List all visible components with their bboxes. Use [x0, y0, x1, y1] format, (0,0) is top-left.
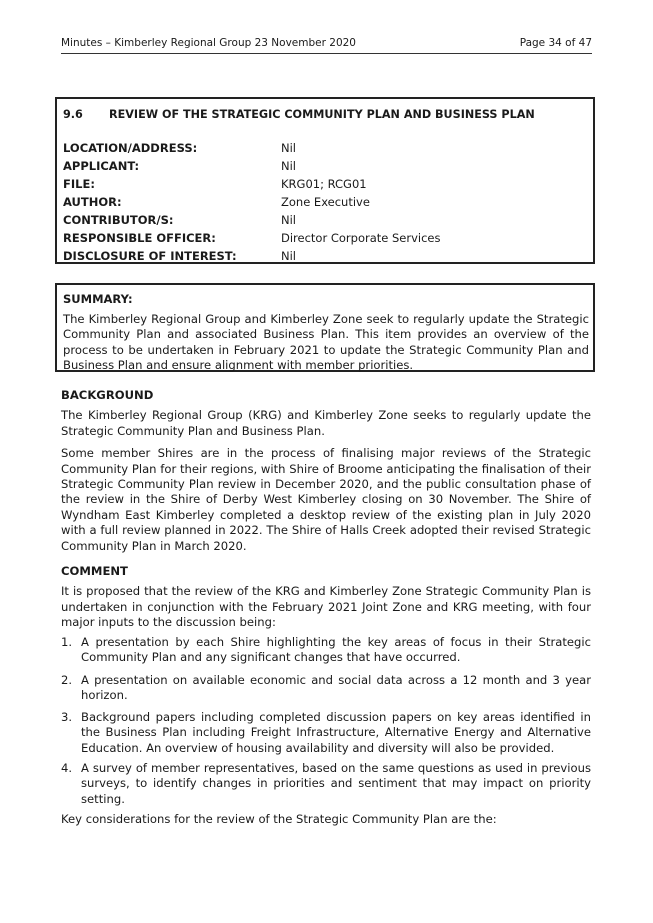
background-paragraph-2: Some member Shires are in the process of finalising major reviews of the Strategic Community Plan for their regions, with Shire of Broome anticipating the finalisation of their Strategic Community Plan review in December 2020, and the public consultation phase of the review in the Shire of Derby West Kimberley closing on 30 November. The Shire of Wyndham East Kimberley completed a desktop review of the existing plan in July 2020 with a full review planned in 2022. The Shire of Halls Creek adopted their revised Strategic Community Plan in March 2020.	[61, 446, 591, 553]
list-item	[61, 761, 591, 807]
field-value: KRG01; RCG01	[281, 177, 367, 191]
header-document-title: Minutes – Kimberley Regional Group 23 November 2020	[61, 37, 356, 49]
field-value: Director Corporate Services	[281, 231, 441, 245]
field-label: LOCATION/ADDRESS:	[63, 141, 198, 155]
summary-text: The Kimberley Regional Group and Kimberley Zone seek to regularly update the Strategic Community Plan and associated Business Plan. This item provides an overview of the process to be undertaken in February 2021 to update the Strategic Community Plan and Business Plan and ensure alignment with member priorities.	[63, 312, 589, 372]
field-value: Nil	[281, 159, 296, 173]
closing-section	[61, 812, 591, 827]
summary-box	[55, 283, 595, 372]
list-text: A presentation on available economic and social data across a 12 month and 3 year horizon.	[81, 673, 591, 703]
closing-paragraph: Key considerations for the review of the Strategic Community Plan are the:	[61, 812, 497, 826]
list-text: A presentation by each Shire highlighting the key areas of focus in their Strategic Community Plan and any significant changes that have occurred.	[81, 635, 591, 665]
field-value: Nil	[281, 249, 296, 263]
summary-heading: SUMMARY:	[63, 292, 133, 306]
comment-heading: COMMENT	[61, 564, 128, 578]
item-number: 9.6	[63, 108, 83, 121]
field-label: AUTHOR:	[63, 195, 122, 209]
field-label: DISCLOSURE OF INTEREST:	[63, 249, 237, 263]
list-item	[61, 635, 591, 666]
field-label: RESPONSIBLE OFFICER:	[63, 231, 216, 245]
item-heading	[63, 108, 535, 121]
item-details-box	[55, 97, 595, 264]
field-value: Zone Executive	[281, 195, 370, 209]
list-item	[61, 710, 591, 756]
list-text: A survey of member representatives, based on the same questions as used in previous surveys, to identify changes in priorities and sentiment that may impact on priority setting.	[81, 761, 591, 806]
comment-paragraph: It is proposed that the review of the KRG and Kimberley Zone Strategic Community Plan is undertaken in conjunction with the February 2021 Joint Zone and KRG meeting, with four major inputs to the discussion being:	[61, 584, 591, 630]
comment-section	[61, 564, 591, 631]
list-number: 2.	[61, 673, 73, 687]
background-paragraph-1: The Kimberley Regional Group (KRG) and Kimberley Zone seeks to regularly update the Strategic Community Plan and Business Plan.	[61, 408, 591, 438]
list-number: 1.	[61, 635, 73, 649]
field-label: FILE:	[63, 177, 95, 191]
background-heading: BACKGROUND	[61, 388, 154, 402]
field-value: Nil	[281, 213, 296, 227]
list-number: 4.	[61, 761, 73, 775]
page-header	[61, 37, 592, 54]
field-label: APPLICANT:	[63, 159, 140, 173]
header-page-number: Page 34 of 47	[519, 37, 592, 49]
list-item	[61, 673, 591, 704]
list-text: Background papers including completed discussion papers on key areas identified in the Business Plan including Freight Infrastructure, Alternative Energy and Alternative Education. An overview of housing availability and diversity will also be provided.	[81, 710, 591, 755]
background-section	[61, 388, 591, 554]
field-label: CONTRIBUTOR/S:	[63, 213, 174, 227]
list-number: 3.	[61, 710, 73, 724]
field-value: Nil	[281, 141, 296, 155]
item-title: REVIEW OF THE STRATEGIC COMMUNITY PLAN AND BUSINESS PLAN	[109, 108, 535, 121]
